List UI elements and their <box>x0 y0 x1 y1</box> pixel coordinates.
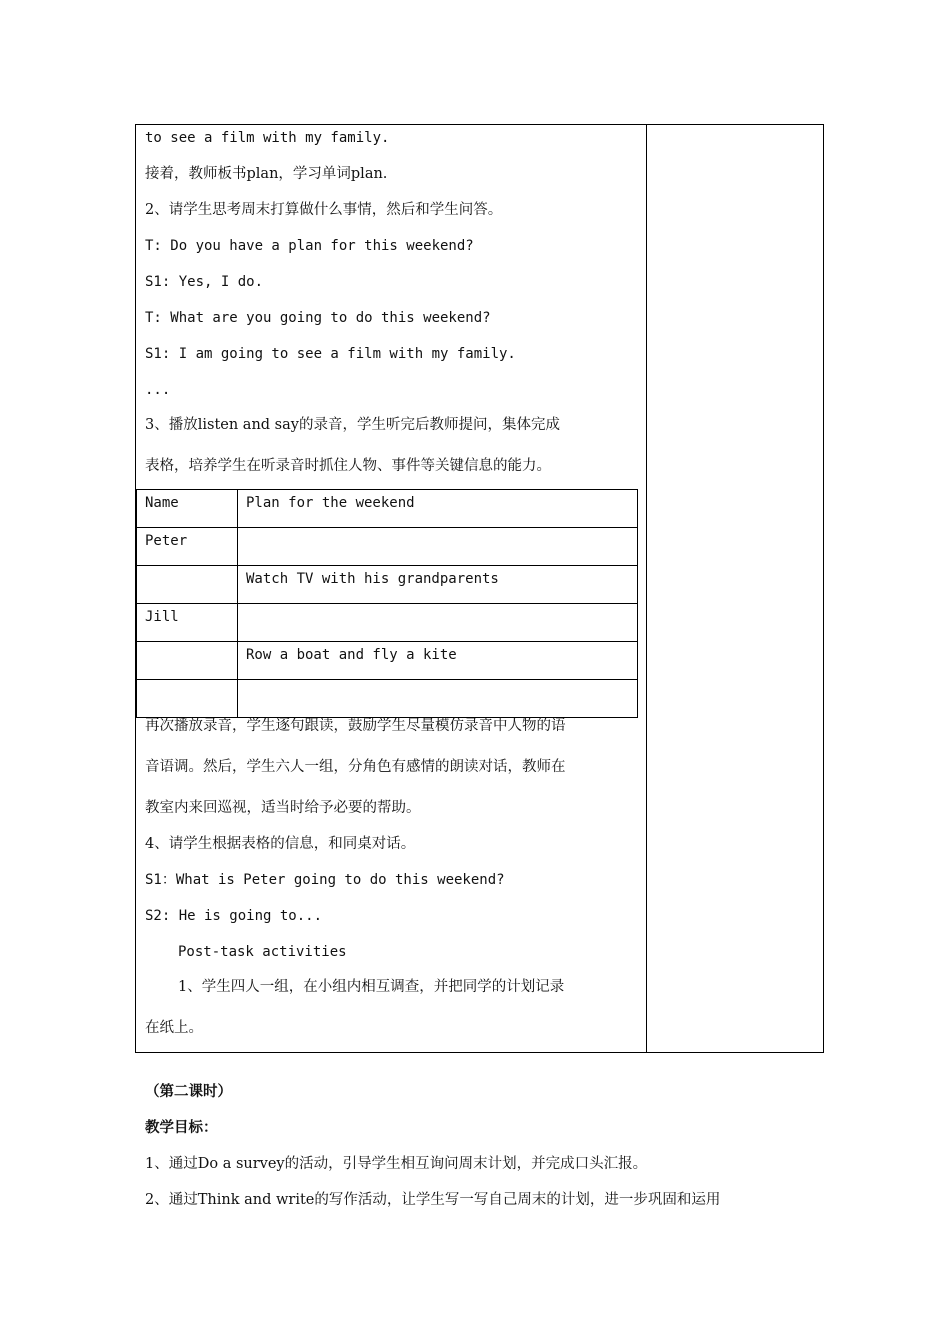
cell-line: ... <box>145 382 171 398</box>
cell-line: 1、学生四人一组，在小组内相互调查，并把同学的计划记录 <box>178 979 565 995</box>
table-cell-name <box>137 680 238 718</box>
table-row <box>137 604 638 642</box>
cell-line: to see a film with my family. <box>145 130 390 146</box>
table-cell-name <box>137 566 238 604</box>
table-cell-plan <box>238 680 638 718</box>
header-plan: Plan for the weekend <box>238 490 638 528</box>
table-cell-name: Peter <box>137 528 238 566</box>
table-cell-plan: Watch TV with his grandparents <box>238 566 638 604</box>
plan-table <box>136 489 638 718</box>
cell-line: 在纸上。 <box>145 1020 203 1036</box>
cell-line: S1: Yes, I do. <box>145 274 264 290</box>
table-row <box>137 642 638 680</box>
cell-line: 3、播放listen and say的录音，学生听完后教师提问，集体完成 <box>145 417 560 433</box>
cell-line: 2、请学生思考周末打算做什么事情，然后和学生问答。 <box>145 202 503 218</box>
table-header-row <box>137 490 638 528</box>
cell-line: 教室内来回巡视，适当时给予必要的帮助。 <box>145 800 421 816</box>
cell-line: S1: I am going to see a film with my family. <box>145 346 516 362</box>
table-row <box>137 528 638 566</box>
table-cell-name <box>137 642 238 680</box>
goal-item: 1、通过Do a survey的活动，引导学生相互询问周末计划，并完成口头汇报。 <box>145 1156 648 1172</box>
cell-line: 再次播放录音，学生逐句跟读，鼓励学生尽量模仿录音中人物的语 <box>145 718 566 734</box>
goal-item: 2、通过Think and write的写作活动，让学生写一写自己周末的计划，进一步巩固和运用 <box>145 1192 721 1208</box>
table-cell-name: Jill <box>137 604 238 642</box>
header-name: Name <box>137 490 238 528</box>
cell-line: 4、请学生根据表格的信息，和同桌对话。 <box>145 836 416 852</box>
goals-heading: 教学目标： <box>145 1119 218 1136</box>
cell-line: T: What are you going to do this weekend? <box>145 310 491 326</box>
cell-line: 表格，培养学生在听录音时抓住人物、事件等关键信息的能力。 <box>145 458 551 474</box>
table-row <box>137 566 638 604</box>
lesson-heading: （第二课时） <box>145 1083 232 1100</box>
table-cell-plan: Row a boat and fly a kite <box>238 642 638 680</box>
cell-line: S1：What is Peter going to do this weekend? <box>145 872 505 888</box>
cell-line: S2: He is going to... <box>145 908 323 924</box>
cell-line: 音语调。然后，学生六人一组，分角色有感情的朗读对话，教师在 <box>145 759 566 775</box>
section-label: Post-task activities <box>178 944 347 960</box>
table-cell-plan <box>238 604 638 642</box>
column-divider <box>646 124 647 1053</box>
table-cell-plan <box>238 528 638 566</box>
cell-line: 接着，教师板书plan，学习单词plan. <box>145 166 388 182</box>
cell-line: T: Do you have a plan for this weekend? <box>145 238 474 254</box>
table-row <box>137 680 638 718</box>
